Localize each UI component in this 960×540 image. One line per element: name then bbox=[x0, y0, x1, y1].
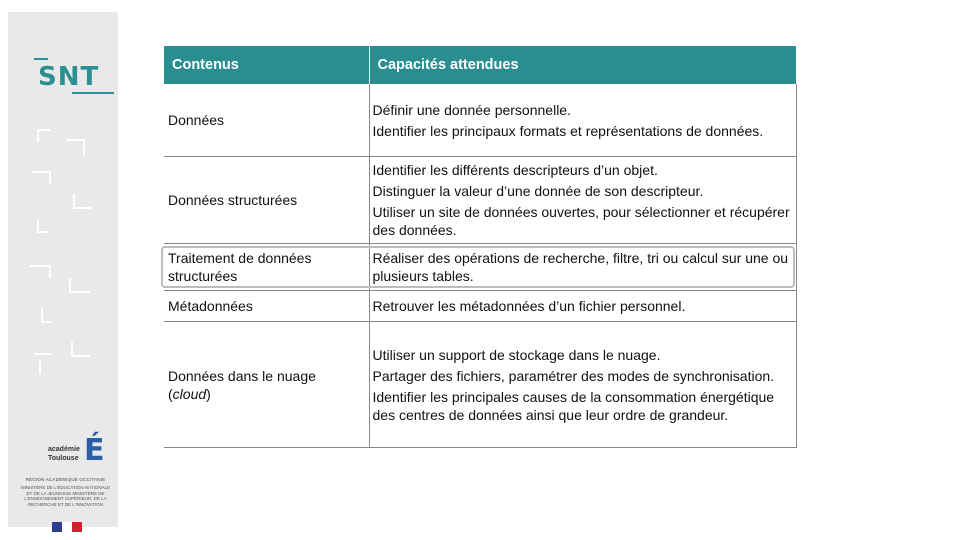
contenu-cell: Traitement de données structurées bbox=[164, 244, 369, 291]
contenu-cell: Données bbox=[164, 84, 369, 157]
table-row bbox=[164, 291, 796, 322]
contenu-open-paren: ( bbox=[168, 385, 173, 402]
capacite-item: Identifier les principales causes de la consommation énergétique des centres de données ainsi que leur ordre de grandeur. bbox=[372, 388, 775, 423]
snt-logo-text: SNT bbox=[38, 62, 100, 92]
academie-e-icon: É bbox=[84, 433, 105, 468]
capacites-cell bbox=[369, 157, 796, 244]
table-header-row bbox=[164, 46, 796, 84]
academie-line-2: Toulouse bbox=[48, 455, 79, 462]
contenu-italic: cloud bbox=[172, 385, 207, 402]
capacites-cell bbox=[369, 291, 796, 322]
capacite-item: Distinguer la valeur d’une donnée de son descripteur. bbox=[372, 183, 704, 199]
row-highlight-frame bbox=[161, 246, 795, 288]
french-flag-icon bbox=[52, 519, 82, 529]
table-row bbox=[164, 84, 796, 157]
contenu-cell: Métadonnées bbox=[164, 291, 369, 322]
table-row bbox=[164, 322, 796, 448]
academie-line-1: académie bbox=[48, 446, 80, 453]
capacite-item: Utiliser un support de stockage dans le nuage. bbox=[372, 346, 661, 363]
contenu-prefix: Données dans le nuage bbox=[168, 367, 316, 384]
capacites-cell bbox=[369, 322, 796, 448]
capacite-item: Identifier les principaux formats et représentations de données. bbox=[372, 122, 764, 139]
capacite-item: Utiliser un site de données ouvertes, pour sélectionner et récupérer des données. bbox=[372, 204, 790, 238]
capacites-cell bbox=[369, 84, 796, 157]
academie-text bbox=[48, 445, 80, 463]
header-contenus: Contenus bbox=[164, 46, 369, 84]
table-row bbox=[164, 157, 796, 244]
capacite-item: Retrouver les métadonnées d’un fichier personnel. bbox=[372, 298, 686, 314]
academie-toulouse-logo bbox=[48, 435, 118, 475]
ministere-text: MINISTÈRE DE L'ÉDUCATION NATIONALE ET DE LA JEUNESSE MINISTÈRE DE L'ENSEIGNEMENT SUPÉRIEUR, DE LA RECHERCHE ET DE L'INNOVATION bbox=[20, 485, 111, 507]
header-capacites: Capacités attendues bbox=[369, 46, 796, 84]
capacite-item: Définir une donnée personnelle. bbox=[372, 101, 571, 118]
contenu-cell: Données structurées bbox=[164, 157, 369, 244]
region-text: RÉGION ACADÉMIQUE OCCITANIE bbox=[25, 477, 106, 482]
capacite-item: Réaliser des opérations de recherche, filtre, tri ou calcul sur une ou plusieurs tables. bbox=[372, 250, 789, 284]
decorative-corner-pattern bbox=[8, 12, 118, 432]
contenu-cell bbox=[164, 322, 369, 448]
contenu-close-paren: ) bbox=[206, 385, 211, 402]
sidebar bbox=[8, 12, 118, 527]
capacite-item: Identifier les différents descripteurs d’un objet. bbox=[372, 162, 658, 178]
capacite-item: Partager des fichiers, paramétrer des modes de synchronisation. bbox=[372, 367, 775, 384]
